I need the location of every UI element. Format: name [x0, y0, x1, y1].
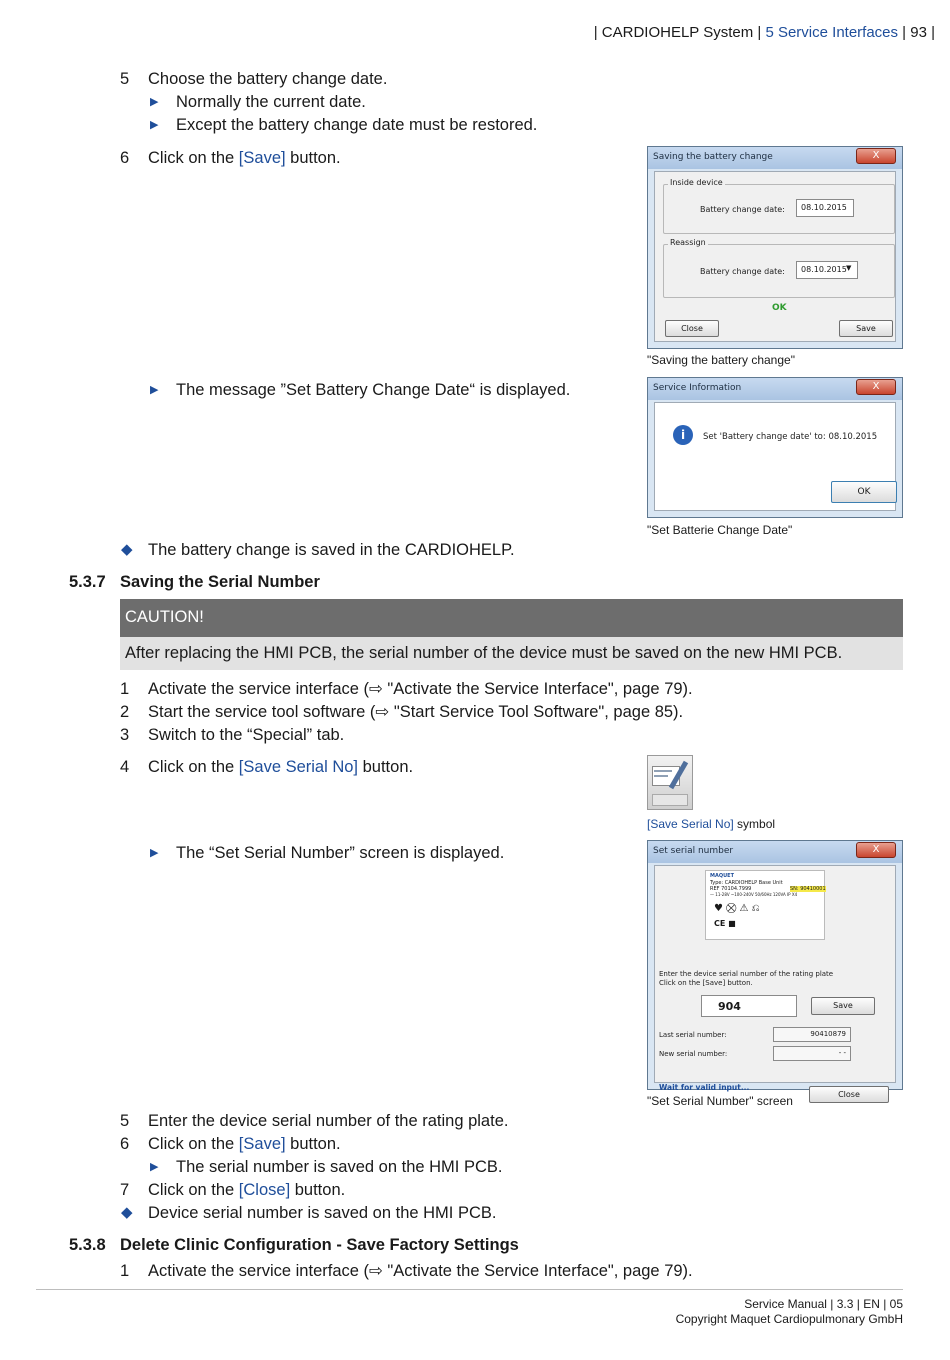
- save-button[interactable]: Save: [811, 997, 875, 1015]
- step-text[interactable]: Activate the service interface (⇨ "Activate the Service Interface", page 79).: [148, 680, 693, 698]
- section-number: 5.3.7: [69, 573, 106, 591]
- save-link[interactable]: [Save]: [238, 149, 286, 167]
- section-number: 5.3.8: [69, 1236, 106, 1254]
- sub-text: Normally the current date.: [176, 93, 366, 111]
- section-title: Saving the Serial Number: [120, 573, 320, 591]
- close-button[interactable]: Close: [665, 320, 719, 337]
- save-serial-no-icon[interactable]: [647, 755, 693, 810]
- figure-caption: "Set Serial Number" screen: [647, 1094, 793, 1108]
- info-icon: i: [673, 425, 693, 445]
- triangle-bullet-icon: ▶: [150, 96, 159, 108]
- step-text: Switch to the “Special” tab.: [148, 726, 345, 744]
- sub-text: The serial number is saved on the HMI PCB.: [176, 1158, 503, 1176]
- sub-text: The “Set Serial Number” screen is displayed.: [176, 844, 505, 862]
- dialog-title: Saving the battery change: [648, 147, 902, 169]
- close-icon[interactable]: X: [856, 379, 896, 395]
- dialog-body: [654, 402, 896, 511]
- step-text[interactable]: Start the service tool software (⇨ "Start Service Tool Software", page 85).: [148, 703, 684, 721]
- save-link[interactable]: [Save]: [238, 1135, 286, 1153]
- figure-caption: "Saving the battery change": [647, 353, 795, 367]
- triangle-bullet-icon: ▶: [150, 847, 159, 859]
- group-label: Reassign: [670, 238, 706, 247]
- figure-caption: "Set Batterie Change Date": [647, 523, 793, 537]
- result-text: Device serial number is saved on the HMI PCB.: [148, 1204, 497, 1222]
- figure-caption: [647, 817, 775, 831]
- step-number: 5: [120, 1112, 130, 1130]
- instruction-line: Click on the [Save] button.: [659, 979, 753, 987]
- step-text[interactable]: Activate the service interface (⇨ "Activate the Service Interface", page 79).: [148, 1262, 693, 1280]
- close-icon[interactable]: X: [856, 148, 896, 164]
- chevron-down-icon[interactable]: ▼: [846, 264, 852, 272]
- plate-ref: REF 70104.7999: [710, 886, 752, 892]
- header-section-link[interactable]: 5 Service Interfaces: [765, 24, 899, 41]
- rating-plate-image: [705, 870, 825, 940]
- save-serial-no-link[interactable]: [Save Serial No]: [238, 758, 359, 776]
- serial-number-input[interactable]: 904: [701, 995, 797, 1017]
- dialog-body: [654, 865, 896, 1099]
- battery-date-select[interactable]: 08.10.2015: [796, 261, 858, 279]
- sub-text: Except the battery change date must be restored.: [176, 116, 538, 134]
- footer-manual-info: Service Manual | 3.3 | EN | 05: [744, 1297, 903, 1311]
- triangle-bullet-icon: ▶: [150, 119, 159, 131]
- text-post: button.: [285, 149, 341, 167]
- close-link[interactable]: [Close]: [238, 1181, 291, 1199]
- diamond-bullet-icon: ◆: [121, 1204, 133, 1221]
- instruction-line: Enter the device serial number of the rating plate: [659, 970, 834, 978]
- header-pre: | CARDIOHELP System |: [593, 24, 766, 41]
- step-number: 5: [120, 70, 130, 88]
- text-pre: Click on the: [148, 758, 239, 776]
- caption-post: symbol: [733, 817, 776, 831]
- step-number: 1: [120, 680, 130, 698]
- text-post: button.: [358, 758, 414, 776]
- triangle-bullet-icon: ▶: [150, 384, 159, 396]
- step-text: [148, 147, 341, 169]
- plate-type: Type: CARDIOHELP Base Unit: [710, 880, 783, 886]
- plate-power: — 11-28V ~100-240V 50/60Hz 120VA IP X4: [710, 892, 798, 897]
- step-number: 6: [120, 149, 130, 167]
- last-serial-label: Last serial number:: [659, 1031, 727, 1039]
- step-number: 7: [120, 1181, 130, 1199]
- step-text: [148, 756, 413, 778]
- step-text: [148, 1133, 341, 1155]
- diamond-bullet-icon: ◆: [121, 541, 133, 558]
- step-text: [148, 1179, 345, 1201]
- ok-button[interactable]: OK: [831, 481, 897, 503]
- text-pre: Click on the: [148, 1135, 239, 1153]
- close-icon[interactable]: X: [856, 842, 896, 858]
- step-number: 1: [120, 1262, 130, 1280]
- header-post: | 93 |: [898, 24, 935, 41]
- step-text: Choose the battery change date.: [148, 70, 388, 88]
- close-button[interactable]: Close: [809, 1086, 889, 1103]
- caution-text: After replacing the HMI PCB, the serial number of the device must be saved on the new HMI PCB.: [120, 637, 903, 670]
- inside-device-group: [663, 178, 895, 234]
- reassign-group: [663, 238, 895, 298]
- dialog-title: Service Information: [648, 378, 902, 400]
- battery-date-label: Battery change date:: [700, 205, 785, 214]
- new-serial-label: New serial number:: [659, 1050, 728, 1058]
- dialog-body: [654, 171, 896, 342]
- text-pre: Click on the: [148, 1181, 239, 1199]
- step-number: 3: [120, 726, 130, 744]
- footer-divider: [36, 1289, 903, 1290]
- service-information-dialog: [647, 377, 903, 518]
- last-serial-value: 90410879: [773, 1027, 851, 1042]
- save-button[interactable]: Save: [839, 320, 893, 337]
- plate-brand: MAQUET: [710, 873, 734, 879]
- symbol-icon: ♥ ⛒ ⚠ ⎌: [714, 903, 760, 914]
- text-post: button.: [285, 1135, 341, 1153]
- caution-heading: CAUTION!: [120, 599, 903, 637]
- running-header: [594, 24, 935, 41]
- step-number: 2: [120, 703, 130, 721]
- sub-text: The message ”Set Battery Change Date“ is displayed.: [176, 381, 571, 399]
- footer-copyright: Copyright Maquet Cardiopulmonary GmbH: [675, 1312, 903, 1326]
- battery-date-label: Battery change date:: [700, 267, 785, 276]
- triangle-bullet-icon: ▶: [150, 1161, 159, 1173]
- dialog-title: Set serial number: [648, 841, 902, 863]
- text-pre: Click on the: [148, 149, 239, 167]
- set-serial-number-dialog: [647, 840, 903, 1099]
- info-message: Set 'Battery change date' to: 08.10.2015: [703, 432, 878, 442]
- step-number: 4: [120, 758, 130, 776]
- group-label: Inside device: [670, 178, 723, 187]
- section-title: Delete Clinic Configuration - Save Factory Settings: [120, 1236, 519, 1254]
- battery-date-readonly: 08.10.2015: [796, 199, 854, 217]
- new-serial-value: - -: [773, 1046, 851, 1061]
- plate-serial: SN: 90410001: [790, 886, 826, 892]
- text-post: button.: [290, 1181, 346, 1199]
- caption-link[interactable]: [Save Serial No]: [647, 817, 734, 831]
- battery-change-dialog: [647, 146, 903, 349]
- ce-mark-icon: CE ■: [714, 919, 736, 928]
- result-text: The battery change is saved in the CARDIOHELP.: [148, 541, 515, 559]
- status-message: Wait for valid input...: [659, 1083, 750, 1092]
- ok-status: OK: [772, 303, 787, 313]
- step-text: Enter the device serial number of the rating plate.: [148, 1112, 509, 1130]
- step-number: 6: [120, 1135, 130, 1153]
